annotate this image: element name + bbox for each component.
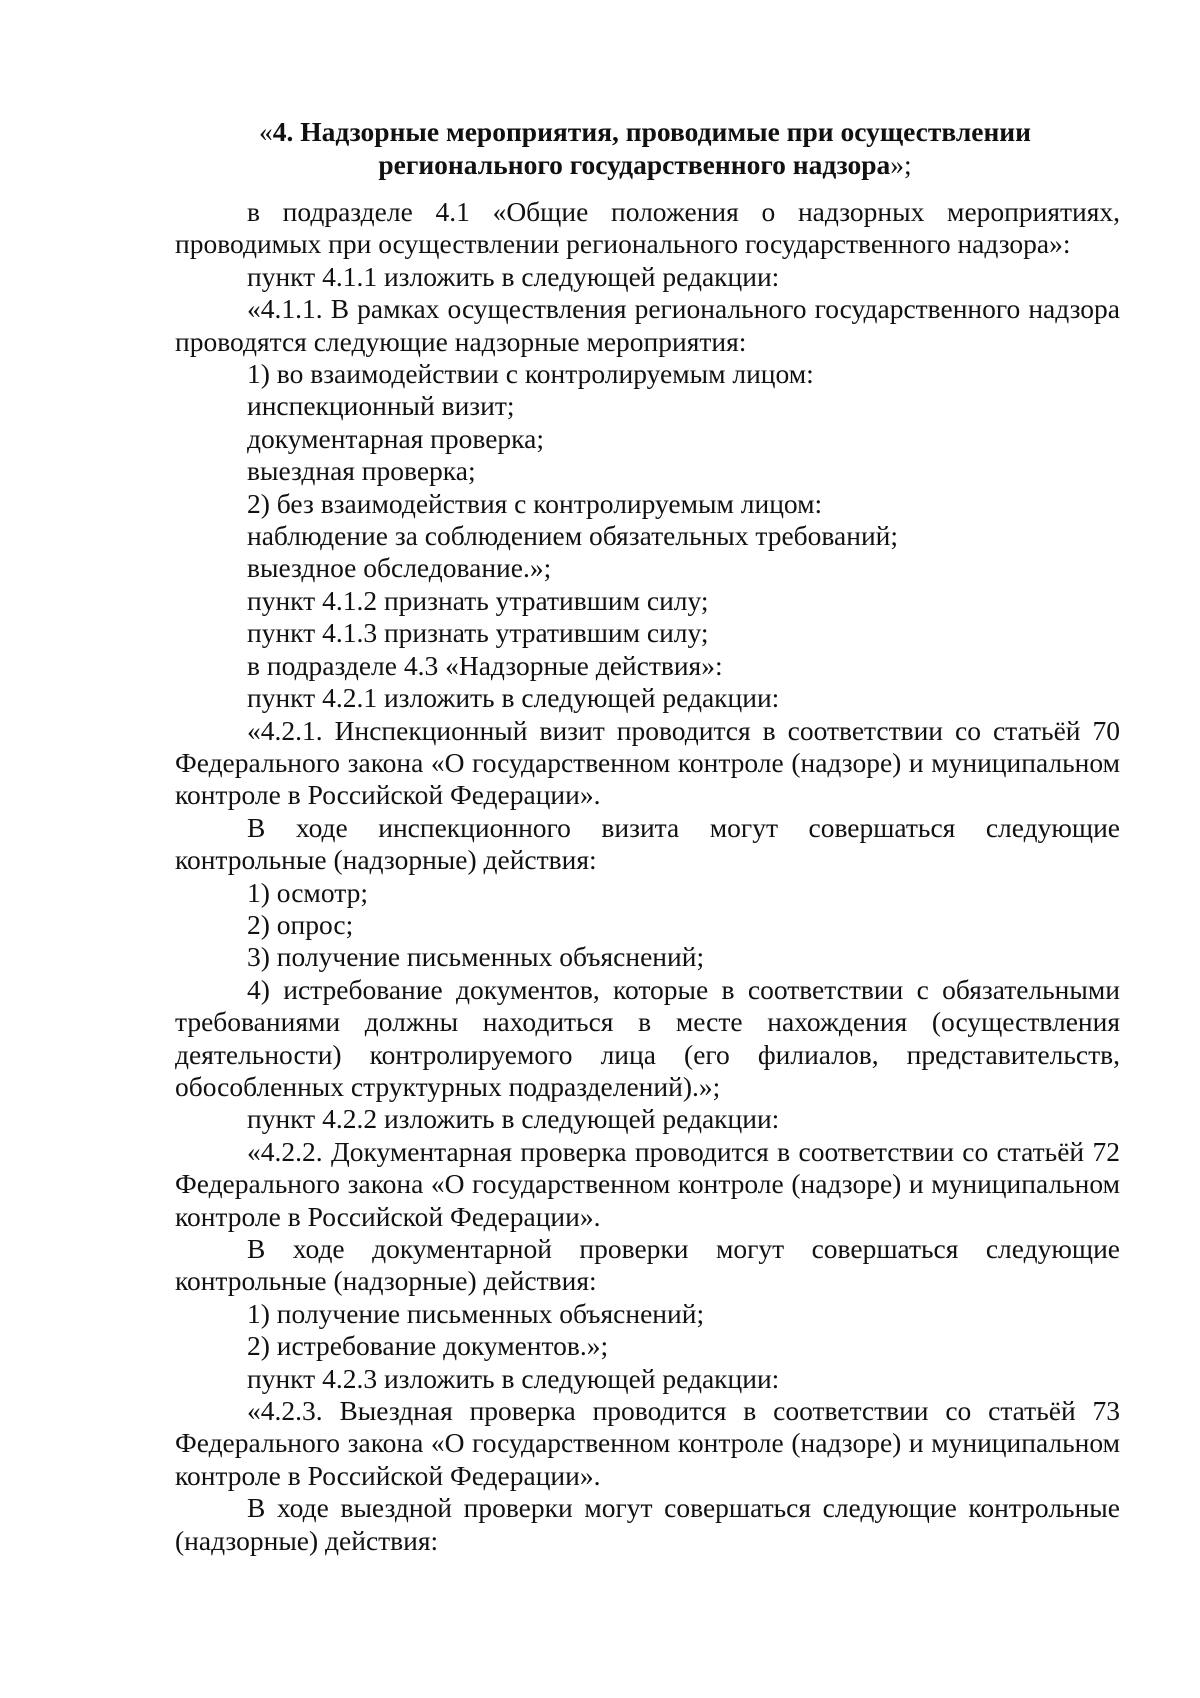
paragraph: в подразделе 4.3 «Надзорные действия»: [247, 649, 723, 681]
list-item: инспекционный визит; [247, 390, 515, 422]
paragraph: пункт 4.1.1 изложить в следующей редакции: [247, 260, 780, 292]
list-item: 2) опрос; [247, 908, 354, 940]
list-item: выездная проверка; [247, 455, 476, 487]
list-item: 4) истребование документов, которые в соответствии с обязательными требованиями должны находиться в месте нахождения (осуществления деятельности) контролируемого лица (его филиалов, представительств, обособленных структурных подразделений).»; [175, 973, 1120, 1102]
heading-open-quote: « [259, 116, 273, 147]
heading-close-quote: »; [890, 149, 912, 180]
list-item: наблюдение за соблюдением обязательных требований; [247, 520, 899, 552]
list-item: 3) получение письменных объяснений; [247, 941, 705, 973]
paragraph: «4.2.1. Инспекционный визит проводится в соответствии со статьёй 70 Федерального закона «О государственном контроле (надзоре) и муниципальном контроле в Российской Федерации». [175, 714, 1120, 811]
paragraph: пункт 4.2.3 изложить в следующей редакции: [247, 1362, 780, 1394]
list-item: 1) осмотр; [247, 876, 368, 908]
paragraph: «4.2.2. Документарная проверка проводится в соответствии со статьёй 72 Федерального закона «О государственном контроле (надзоре) и муниципальном контроле в Российской Федерации». [175, 1135, 1120, 1232]
list-item: выездное обследование.»; [247, 552, 552, 584]
paragraph: В ходе документарной проверки могут совершаться следующие контрольные (надзорные) действия: [175, 1233, 1120, 1297]
paragraph: пункт 4.1.2 признать утратившим силу; [247, 584, 709, 616]
list-item: документарная проверка; [247, 422, 544, 454]
list-item: 1) во взаимодействии с контролируемым лицом: [247, 358, 814, 390]
section-heading [170, 115, 1120, 181]
heading-title: 4. Надзорные мероприятия, проводимые при осуществлении регионального государственного надзора [272, 116, 1031, 180]
paragraph: пункт 4.2.1 изложить в следующей редакции: [247, 682, 780, 714]
list-item: 2) без взаимодействия с контролируемым лицом: [247, 487, 823, 519]
paragraph: «4.1.1. В рамках осуществления регионального государственного надзора проводятся следующие надзорные мероприятия: [175, 293, 1120, 357]
list-item: 1) получение письменных объяснений; [247, 1297, 705, 1329]
paragraph: В ходе выездной проверки могут совершаться следующие контрольные (надзорные) действия: [175, 1492, 1120, 1556]
paragraph: пункт 4.2.2 изложить в следующей редакции: [247, 1103, 780, 1135]
paragraph: в подразделе 4.1 «Общие положения о надзорных мероприятиях, проводимых при осуществлении регионального государственного надзора»: [175, 196, 1120, 260]
paragraph: пункт 4.1.3 признать утратившим силу; [247, 617, 709, 649]
list-item: 2) истребование документов.»; [247, 1330, 609, 1362]
paragraph: В ходе инспекционного визита могут совершаться следующие контрольные (надзорные) действия: [175, 811, 1120, 876]
document-body [175, 196, 1120, 1557]
paragraph: «4.2.3. Выездная проверка проводится в соответствии со статьёй 73 Федерального закона «О государственном контроле (надзоре) и муниципальном контроле в Российской Федерации». [175, 1395, 1120, 1491]
